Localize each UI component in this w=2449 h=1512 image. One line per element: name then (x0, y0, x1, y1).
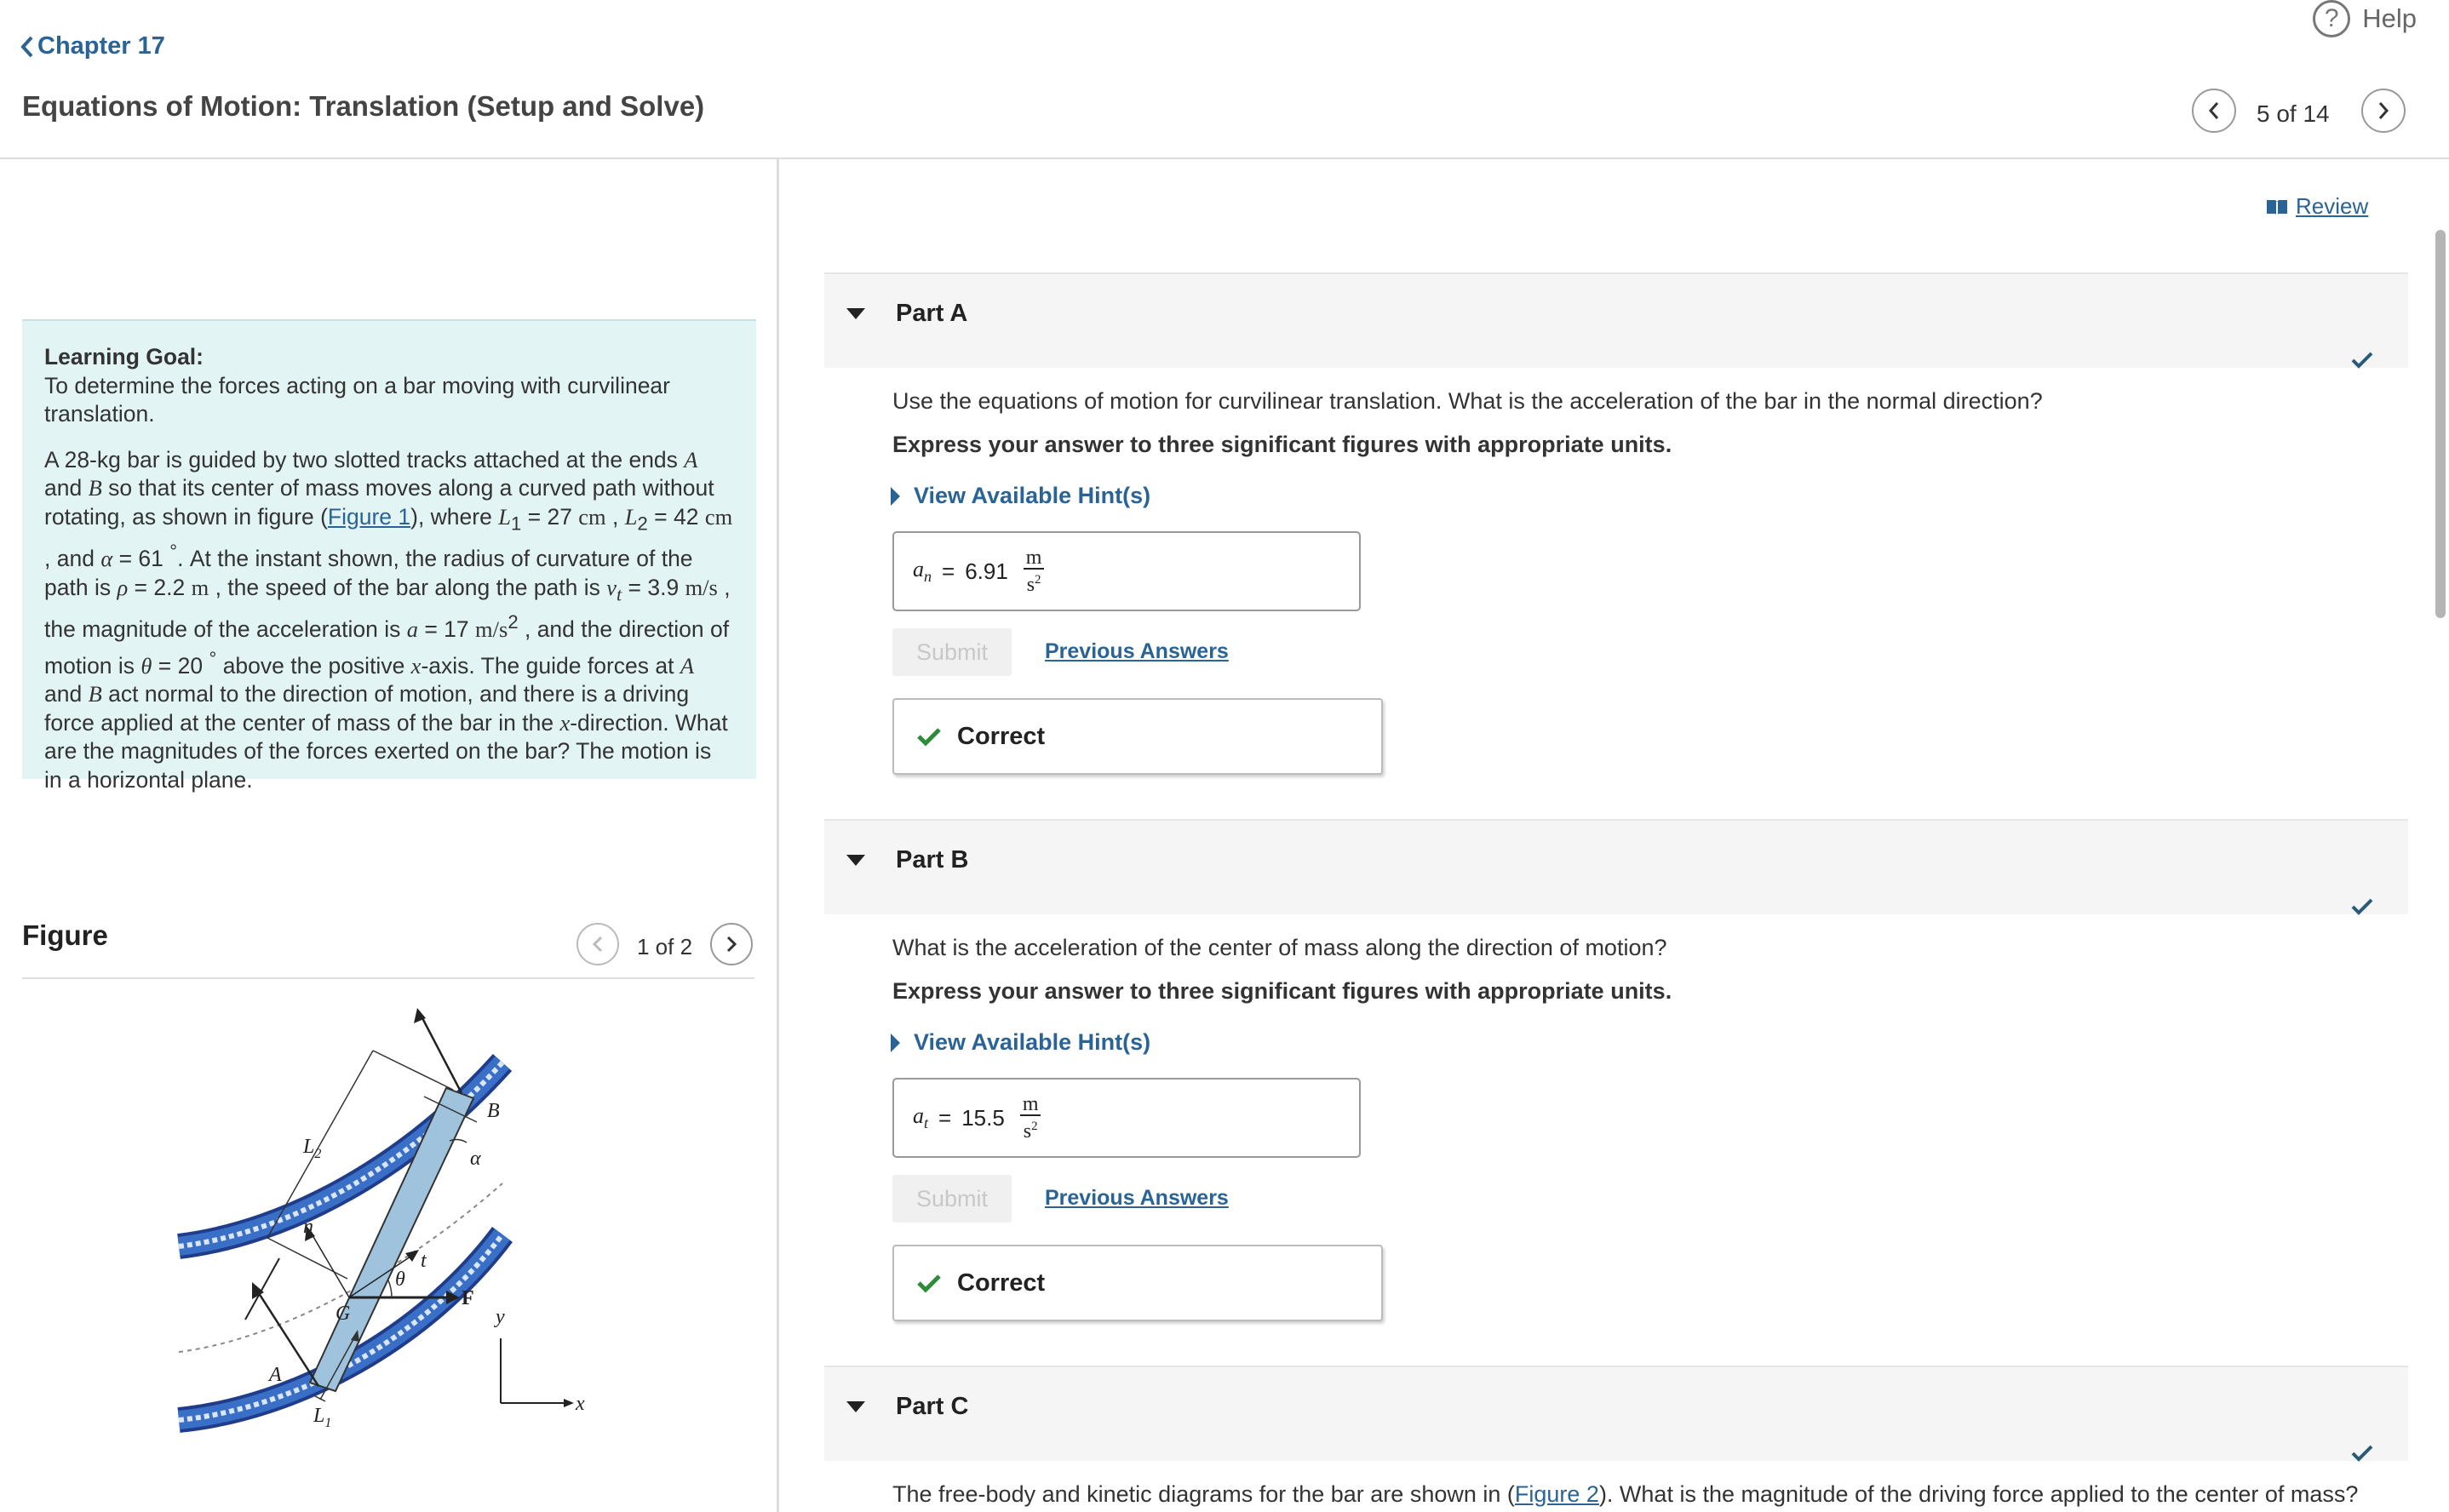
caret-down-icon (846, 1401, 865, 1412)
part-b-previous-answers-link[interactable]: Previous Answers (1045, 1186, 1229, 1210)
part-c-label: Part C (896, 1393, 969, 1420)
part-a-value: 6.91 (965, 558, 1008, 584)
part-b-feedback-text: Correct (957, 1269, 1046, 1297)
header-divider (0, 158, 2449, 159)
part-a-submit-button[interactable]: Submit (892, 628, 1012, 676)
caret-down-icon (846, 308, 865, 319)
part-a-instruction: Express your answer to three significant figures with appropriate units. (892, 432, 1672, 457)
part-c-header[interactable] (824, 1366, 2408, 1461)
normal-axis (310, 1231, 349, 1297)
learning-goal-text: To determine the forces acting on a bar moving with curvilinear translation. (44, 372, 670, 427)
bar-diagram (153, 996, 630, 1439)
part-a-variable: $a_n$ (913, 556, 932, 586)
label-t: t (421, 1250, 427, 1272)
checkmark-icon (916, 1273, 942, 1293)
label-a: A (269, 1364, 282, 1386)
part-b-variable: $a_t$ (913, 1102, 929, 1132)
help-icon: ? (2313, 0, 2350, 37)
column-divider[interactable] (777, 159, 779, 1512)
part-a-feedback-text: Correct (957, 722, 1046, 750)
learning-goal-panel (22, 319, 756, 793)
part-b-hint-toggle[interactable] (891, 1029, 1150, 1056)
xy-axes (501, 1338, 574, 1407)
item-counter: 5 of 14 (2257, 100, 2330, 127)
part-b-question: What is the acceleration of the center of mass along the direction of motion? (892, 935, 1667, 960)
part-b-check-icon (2350, 897, 2374, 916)
review-label: Review (2296, 193, 2369, 219)
learning-goal-heading: Learning Goal: (44, 344, 204, 369)
figure-next-button[interactable] (710, 923, 753, 965)
part-b-value: 15.5 (961, 1104, 1005, 1131)
caret-down-icon (846, 855, 865, 866)
review-link[interactable] (2265, 193, 2368, 220)
normal-arrow-left (245, 1258, 279, 1320)
figure-2-link[interactable]: Figure 2 (1514, 1481, 1599, 1507)
figure-counter: 1 of 2 (637, 934, 693, 959)
part-a-check-icon (2350, 351, 2374, 369)
book-icon (2265, 198, 2289, 216)
part-b-equals: = (938, 1104, 952, 1131)
chevron-right-icon (2377, 101, 2390, 120)
previous-item-button[interactable] (2192, 89, 2236, 133)
figure-1-link[interactable]: Figure 1 (327, 503, 411, 530)
part-a-previous-answers-link[interactable]: Previous Answers (1045, 639, 1229, 663)
checkmark-icon (916, 726, 942, 747)
part-b-instruction: Express your answer to three significant figures with appropriate units. (892, 978, 1672, 1004)
figure-previous-button[interactable] (576, 923, 619, 965)
part-b-answer-field[interactable] (892, 1078, 1361, 1158)
back-to-chapter-link[interactable] (20, 32, 165, 60)
label-l2: $L_2$ (303, 1136, 322, 1161)
label-y: y (496, 1306, 505, 1328)
page-title: Equations of Motion: Translation (Setup and Solve) (22, 90, 705, 122)
part-b-label: Part B (896, 846, 969, 873)
label-l1: $L_1$ (313, 1405, 332, 1430)
part-b-hint-label: View Available Hint(s) (914, 1029, 1151, 1055)
chevron-left-icon (592, 936, 604, 953)
part-a-hint-label: View Available Hint(s) (914, 483, 1151, 508)
help-label: Help (2362, 3, 2417, 33)
part-b-submit-button[interactable]: Submit (892, 1175, 1012, 1223)
part-b-unit: $\frac{m}{s^2}$ (1020, 1094, 1041, 1142)
part-a-question: Use the equations of motion for curvilinear translation. What is the acceleration of the bar in the normal direction? (892, 388, 2043, 414)
caret-right-icon (891, 487, 900, 506)
part-a-label: Part A (896, 300, 968, 327)
label-n: n (303, 1216, 313, 1238)
label-x: x (576, 1393, 585, 1415)
part-a-feedback (892, 698, 1383, 775)
label-f: F (462, 1287, 474, 1309)
part-b-feedback (892, 1245, 1383, 1321)
scrollbar-thumb[interactable] (2435, 230, 2446, 618)
chevron-right-icon (726, 936, 737, 953)
part-a-header[interactable] (824, 272, 2408, 368)
chevron-left-icon (2207, 101, 2221, 120)
label-b: B (487, 1100, 500, 1122)
next-item-button[interactable] (2361, 89, 2406, 133)
figure-divider (22, 977, 754, 979)
caret-right-icon (891, 1034, 900, 1052)
help-button[interactable] (2313, 0, 2417, 37)
normal-arrow-top (421, 1015, 462, 1093)
part-a-unit: $\frac{m}{s^2}$ (1024, 547, 1045, 595)
part-c-check-icon (2350, 1444, 2374, 1463)
figure-title: Figure (22, 919, 108, 951)
part-a-answer-field[interactable] (892, 531, 1361, 611)
label-theta: θ (395, 1269, 405, 1291)
back-label: Chapter 17 (37, 32, 165, 60)
part-c-question: The free-body and kinetic diagrams for the bar are shown in (Figure 2). What is the magnitude of the driving force applied to the center of mass? (892, 1481, 2359, 1507)
guide-force-arrow (257, 1291, 318, 1386)
problem-statement: A 28-kg bar is guided by two slotted tracks attached at the ends A and B so that its center of mass moves along a curved path without rotating, as shown in figure (Figure 1), where $L_1 = 27$ cm , $L_2 = 42$ cm , and α = 61 °. At the instant shown, the radius of curvature of the path is ρ = 2.2 m , the speed of the bar along the path is $v_t = 3.9$ m/s , the magnitude of the acceleration is a = 17 $m/s^2$ , and the direction of motion is θ = 20 ° above the positive x-axis. The guide forces at A and B act normal to the direction of motion, and there is a driving force applied at the center of mass of the bar in the x-direction. What are the magnitudes of the forces exerted on the bar? The motion is in a horizontal plane. (44, 446, 733, 793)
part-a-hint-toggle[interactable] (891, 483, 1150, 509)
label-g: G (336, 1303, 351, 1325)
chevron-left-icon (20, 36, 34, 58)
part-b-header[interactable] (824, 819, 2408, 914)
part-a-equals: = (942, 558, 955, 584)
label-alpha: α (470, 1148, 481, 1170)
